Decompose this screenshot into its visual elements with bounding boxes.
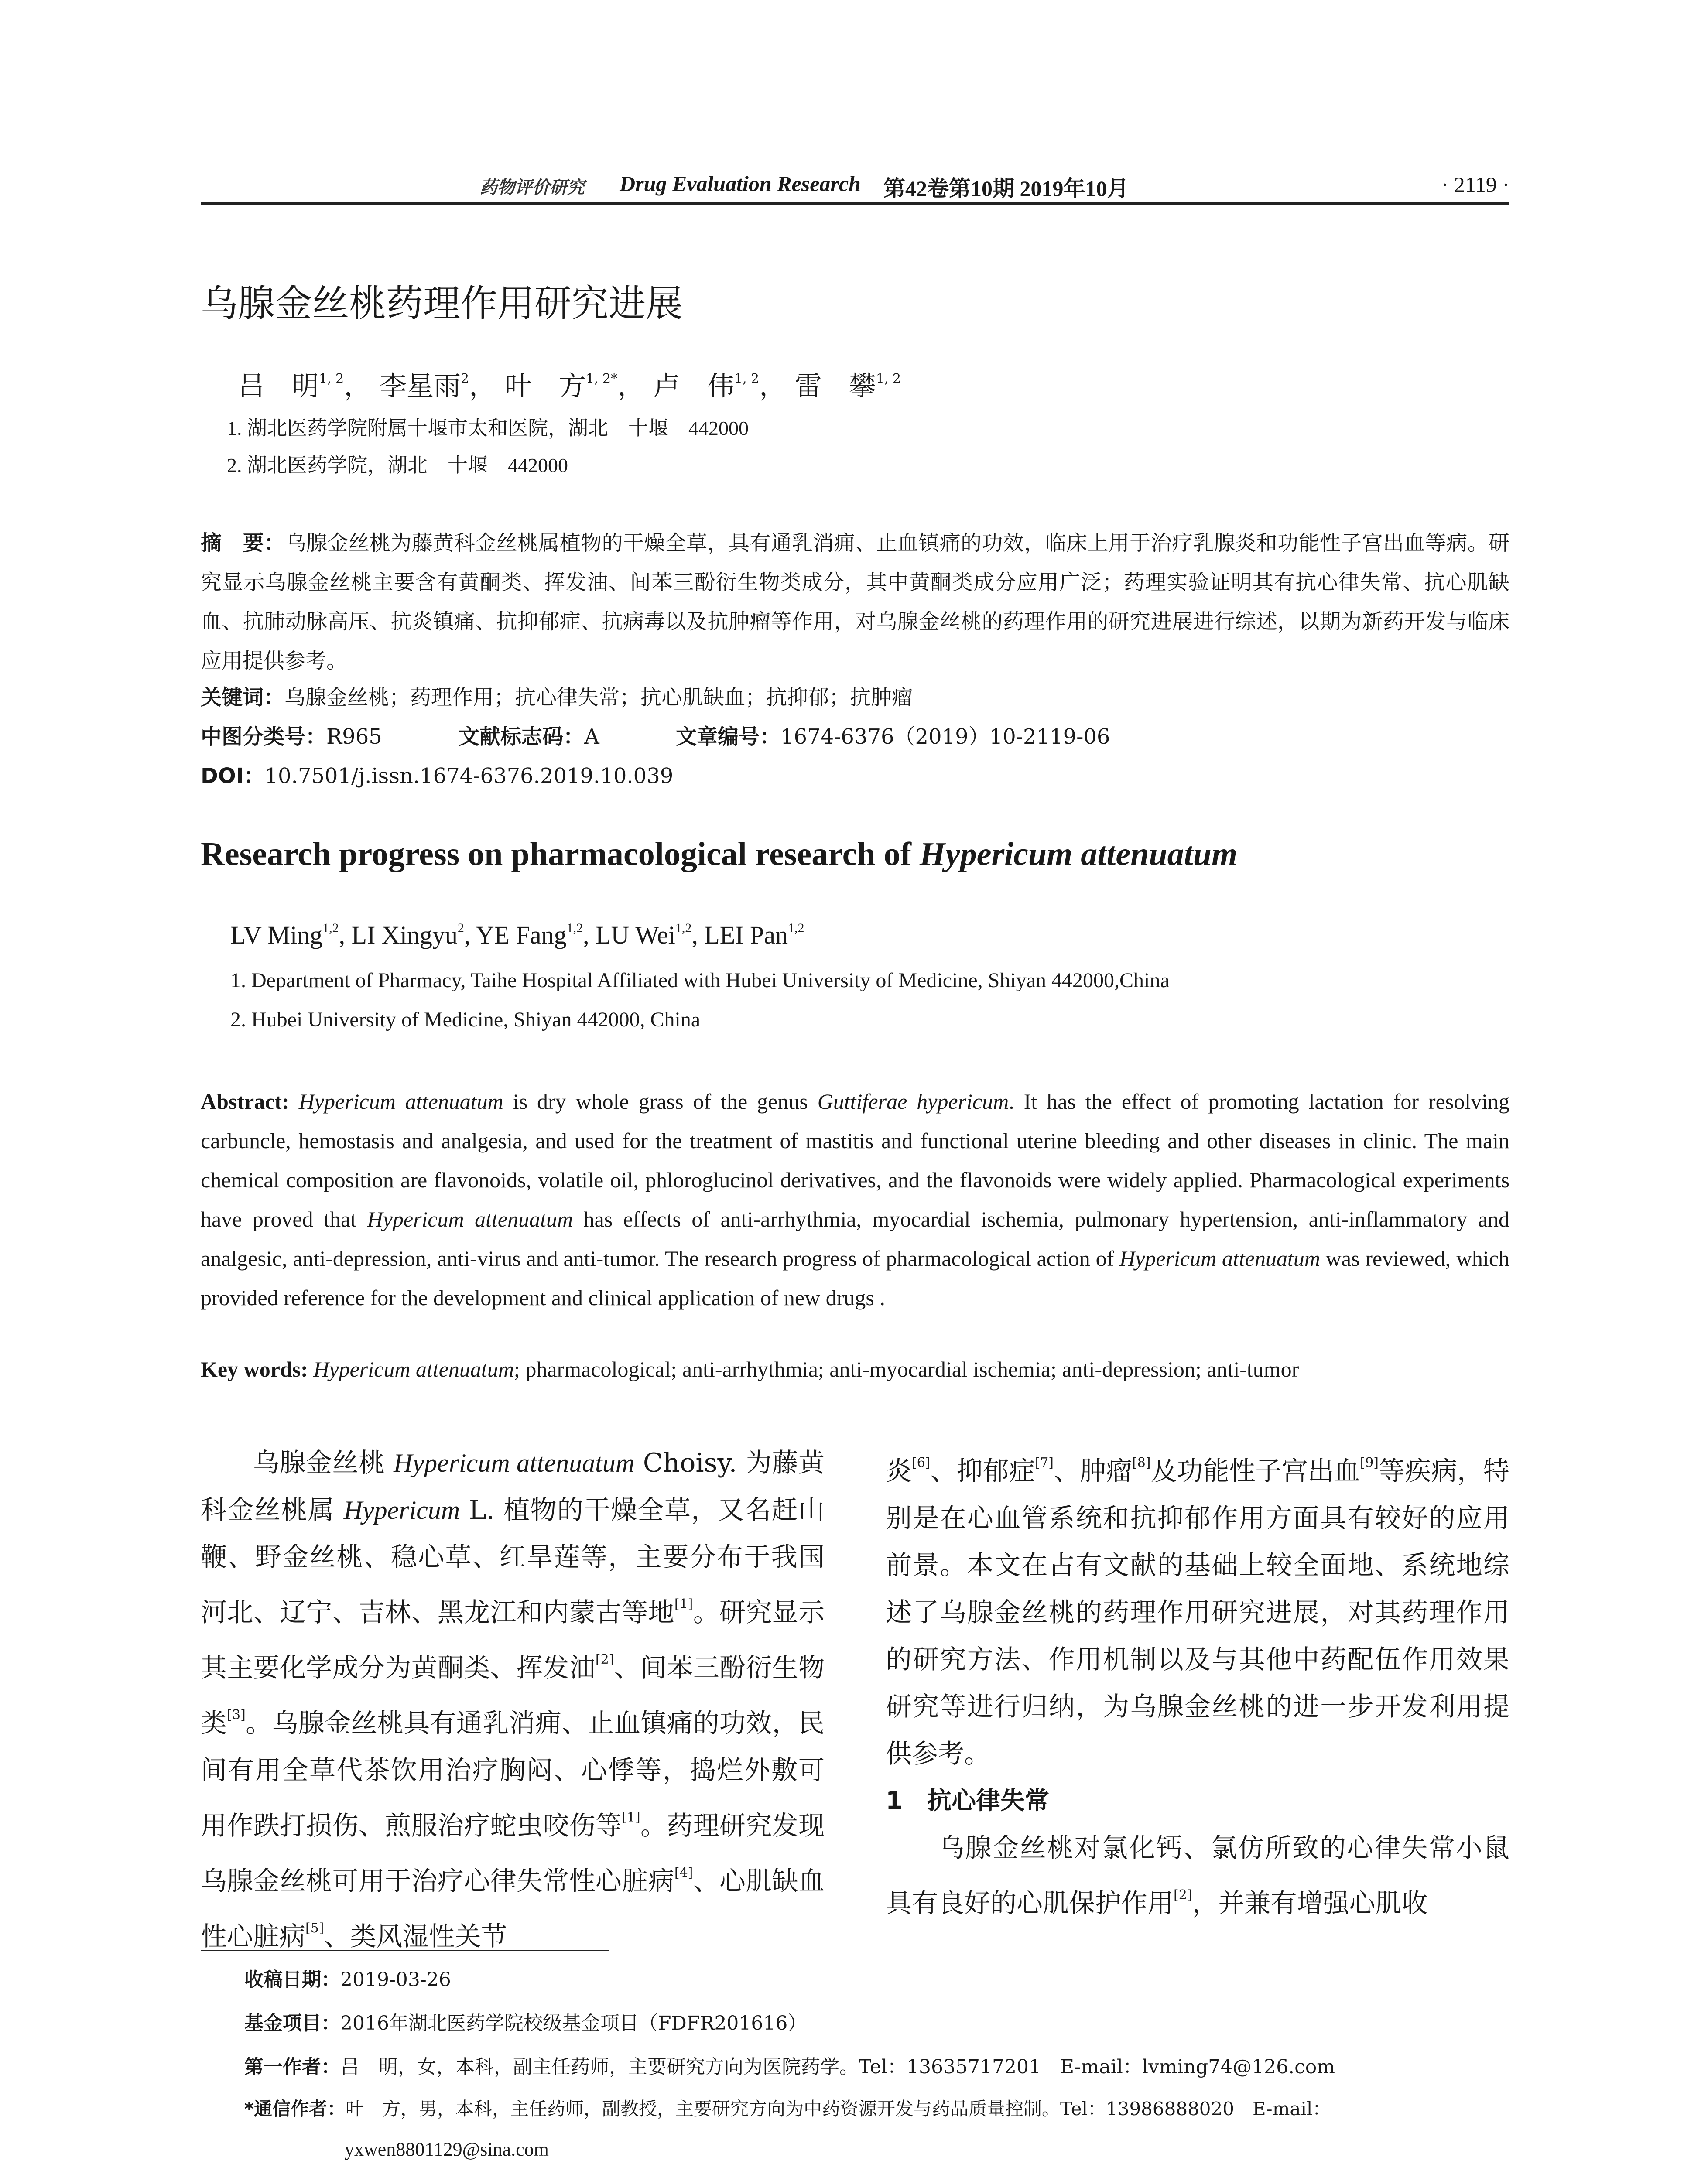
english-title — [201, 835, 1237, 873]
footnote-corresponding — [244, 2095, 1331, 2121]
footnote-rule — [201, 1950, 609, 1951]
chinese-keywords — [201, 680, 913, 711]
doi-label: DOI： — [201, 764, 265, 788]
footnote-label: 基金项目： — [244, 2012, 340, 2034]
abstract-text: . It has the effect of promoting lactation for resolving carbuncle, hemostasis and analgesia, and used for the treatment of mastitis and functional uterine bleeding and other diseases in clinic. The main chemical composition are flavonoids, volatile oil, phloroglucinol derivatives, and the flavonoids were widely applied. Pharmacological experiments have proved that — [201, 1089, 1510, 1231]
author-affil-sup: 2 — [461, 371, 469, 386]
author-separator: ， — [617, 370, 645, 402]
author-name: LI Xingyu — [351, 921, 458, 949]
chinese-affiliation-2: 2. 湖北医药学院，湖北 十堰 442000 — [227, 454, 568, 476]
citation-ref[interactable]: [5] — [305, 1921, 324, 1936]
author-separator: ， — [344, 370, 371, 402]
author-separator: , — [691, 921, 705, 949]
body-text: 、间苯三酚衍生物类 — [201, 1653, 825, 1739]
author-name: 雷 攀 — [794, 370, 876, 402]
abstract-text: has effects of anti-arrhythmia, myocardial ischemia, pulmonary hypertension, anti-inflammatory and analgesic, anti-depression, anti-virus and anti-tumor. The research progress of pharmacological action of — [201, 1207, 1510, 1271]
body-text: 乌腺金丝桃 — [253, 1448, 394, 1478]
abstract-text: is dry whole grass of the genus — [503, 1089, 818, 1114]
classification-line — [201, 720, 1110, 750]
doi-line — [201, 759, 673, 789]
doc-code-value: A — [584, 725, 599, 749]
citation-ref[interactable]: [7] — [1035, 1455, 1054, 1470]
genus-name: Hypericum — [343, 1496, 460, 1525]
english-title-text: Research progress on pharmacological research of — [201, 836, 920, 872]
abstract-text: 乌腺金丝桃为藤黄科金丝桃属植物的干燥全草，具有通乳消痈、止血镇痛的功效，临床上用于治疗乳腺炎和功能性子宫出血等病。研究显示乌腺金丝桃主要含有黄酮类、挥发油、间苯三酚衍生物类成分，其中黄酮类成分应用广泛；药理实验证明其有抗心律失常、抗心肌缺血、抗肺动脉高压、抗炎镇痛、抗抑郁症、抗病毒以及抗肿瘤等作用，对乌腺金丝桃的药理作用的研究进展进行综述，以期为新药开发与临床应用提供参考。 — [201, 531, 1509, 673]
english-authors — [230, 920, 804, 950]
body-text: 。研究显示其主要化学成分为黄酮类、挥发油 — [201, 1597, 825, 1683]
footnote-text: 2016年湖北医药学院校级基金项目（FDFR201616） — [340, 2012, 807, 2034]
running-header — [201, 168, 1509, 205]
author-affil-sup: 2 — [457, 921, 464, 935]
citation-ref[interactable]: [2] — [595, 1652, 614, 1667]
author-affil-sup: 1, 2 — [734, 371, 760, 386]
keywords-text: ; pharmacological; anti-arrhythmia; anti-myocardial ischemia; anti-depression; anti-tumor — [513, 1357, 1299, 1381]
author-separator: ， — [759, 370, 787, 402]
author-affil-sup: 1, 2* — [585, 371, 618, 386]
journal-name: Drug Evaluation Research — [620, 171, 861, 196]
author-name: 叶 方 — [504, 370, 586, 402]
species-name: Hypericum attenuatum — [394, 1449, 635, 1477]
author-affil-sup: 1,2 — [787, 921, 804, 935]
abstract-text: was reviewed, which provided reference for the development and clinical application of new drugs . — [201, 1246, 1510, 1310]
species-name: Hypericum attenuatum — [298, 1089, 503, 1114]
footnote-label: 第一作者： — [244, 2056, 340, 2078]
footnote-text: 叶 方，男，本科，主任药师，副教授，主要研究方向为中药资源开发与药品质量控制。Tel：13986888020 E-mail： — [345, 2098, 1331, 2119]
footnote-received — [244, 1964, 451, 1992]
chinese-authors — [238, 364, 901, 403]
chinese-affiliation-1: 1. 湖北医药学院附属十堰市太和医院，湖北 十堰 442000 — [227, 417, 749, 439]
author-name: LU Wei — [596, 921, 675, 949]
article-number-value: 1674-6376（2019）10-2119-06 — [780, 725, 1110, 749]
footnote-text: 2019-03-26 — [340, 1969, 451, 1991]
doc-code-label: 文献标志码： — [459, 725, 585, 749]
citation-ref[interactable]: [3] — [227, 1707, 246, 1723]
clc-label: 中图分类号： — [201, 725, 327, 749]
species-name: Hypericum attenuatum — [367, 1207, 573, 1231]
body-text: ，并兼有增强心肌收 — [1192, 1888, 1428, 1919]
author-separator: , — [464, 921, 476, 949]
journal-issue: 第42卷第10期 2019年10月 — [883, 176, 1129, 201]
author-name: 李星雨 — [380, 370, 461, 402]
journal-logo: 药物评价研究 — [480, 177, 585, 198]
abstract-label: 摘 要： — [201, 531, 285, 555]
english-keywords — [201, 1357, 1299, 1382]
page-number: · 2119 · — [1441, 172, 1509, 197]
footnote-email[interactable]: yxwen8801129@sina.com — [345, 2139, 549, 2160]
body-text: 、类风湿性关节 — [324, 1921, 507, 1952]
body-text: 。乌腺金丝桃具有通乳消痈、止血镇痛的功效，民间有用全草代茶饮用治疗胸闷、心悸等，捣烂外敷可用作跌打损伤、煎服治疗蛇虫咬伤等 — [201, 1708, 825, 1841]
english-abstract — [201, 1082, 1509, 1317]
author-separator: , — [583, 921, 596, 949]
genus-name: Guttiferae hypericum — [817, 1089, 1009, 1114]
body-text: 、抑郁症 — [930, 1456, 1035, 1487]
section-paragraph — [886, 1825, 1509, 1927]
body-text: L. 植物的干燥全草，又名赶山鞭、野金丝桃、稳心草、红旱莲等，主要分布于我国河北、辽宁、吉林、黑龙江和内蒙古等地 — [201, 1495, 825, 1628]
citation-ref[interactable]: [4] — [674, 1865, 693, 1880]
author-affil-sup: 1, 2 — [876, 371, 901, 386]
citation-ref[interactable]: [9] — [1360, 1455, 1379, 1470]
author-separator: , — [339, 921, 352, 949]
body-text: 炎 — [886, 1456, 912, 1487]
chinese-abstract — [201, 523, 1509, 680]
author-separator: ， — [469, 370, 496, 402]
citation-ref[interactable]: [6] — [912, 1455, 931, 1470]
keywords-text: 乌腺金丝桃；药理作用；抗心律失常；抗心肌缺血；抗抑郁；抗肿瘤 — [284, 685, 913, 710]
author-name: YE Fang — [476, 921, 567, 949]
clc-value: R965 — [326, 725, 382, 749]
author-affil-sup: 1,2 — [566, 921, 583, 935]
intro-paragraph-continued — [886, 1439, 1509, 1778]
body-column-left — [201, 1439, 825, 1960]
author-affil-sup: 1,2 — [322, 921, 339, 935]
body-column-right — [886, 1439, 1509, 1927]
section-heading: 1 抗心律失常 — [886, 1787, 1049, 1815]
author-name: LEI Pan — [704, 921, 788, 949]
body-text: 乌腺金丝桃对氯化钙、氯仿所致的心律失常小鼠具有良好的心肌保护作用 — [886, 1833, 1509, 1919]
english-affiliation-2: 2. Hubei University of Medicine, Shiyan 442000, China — [230, 1008, 701, 1031]
keywords-label: 关键词： — [201, 685, 285, 710]
author-affil-sup: 1, 2 — [319, 371, 344, 386]
chinese-title: 乌腺金丝桃药理作用研究进展 — [201, 282, 683, 325]
species-name: Hypericum attenuatum — [1119, 1246, 1320, 1271]
abstract-label: Abstract: — [201, 1089, 289, 1114]
body-text: 。药理研究发现乌腺金丝桃可用于治疗心律失常性心脏病 — [201, 1811, 825, 1897]
body-text: 、心肌缺血性心脏病 — [201, 1866, 825, 1952]
body-text: 等疾病，特别是在心血管系统和抗抑郁作用方面具有较好的应用前景。本文在占有文献的基础上较全面地、系统地综述了乌腺金丝桃的药理作用研究进展，对其药理作用的研究方法、作用机制以及与其他中药配伍作用效果研究等进行归纳，为乌腺金丝桃的进一步开发利用提供参考。 — [886, 1456, 1509, 1769]
footnote-label: *通信作者： — [244, 2098, 346, 2119]
citation-ref[interactable]: [8] — [1132, 1455, 1151, 1470]
article-number-label: 文章编号： — [676, 725, 781, 749]
body-text: 、肿瘤 — [1054, 1456, 1132, 1487]
author-name: LV Ming — [230, 921, 323, 949]
keywords-label: Key words: — [201, 1357, 308, 1381]
english-title-species: Hypericum attenuatum — [919, 836, 1238, 872]
citation-ref[interactable]: [2] — [1174, 1887, 1192, 1903]
footnote-first-author — [244, 2051, 1335, 2079]
doi-value[interactable]: 10.7501/j.issn.1674-6376.2019.10.039 — [264, 764, 674, 788]
footnote-text: 吕 明，女，本科，副主任药师，主要研究方向为医院药学。Tel：13635717201 E-mail：lvming74@126.com — [340, 2056, 1335, 2078]
citation-ref[interactable]: [1] — [674, 1596, 693, 1612]
citation-ref[interactable]: [1] — [622, 1810, 640, 1825]
author-affil-sup: 1,2 — [675, 921, 692, 935]
author-name: 卢 伟 — [653, 370, 734, 402]
english-affiliation-1: 1. Department of Pharmacy, Taihe Hospital Affiliated with Hubei University of Medicine, Shiyan 442000,China — [230, 969, 1170, 992]
footnote-fund — [244, 2007, 807, 2035]
body-text: Choisy. 为藤黄科金丝桃属 — [201, 1448, 825, 1525]
author-name: 吕 明 — [238, 370, 319, 402]
species-name: Hypericum attenuatum — [313, 1357, 514, 1381]
footnote-label: 收稿日期： — [244, 1969, 340, 1991]
body-text: 及功能性子宫出血 — [1150, 1456, 1360, 1487]
intro-paragraph — [201, 1439, 825, 1960]
